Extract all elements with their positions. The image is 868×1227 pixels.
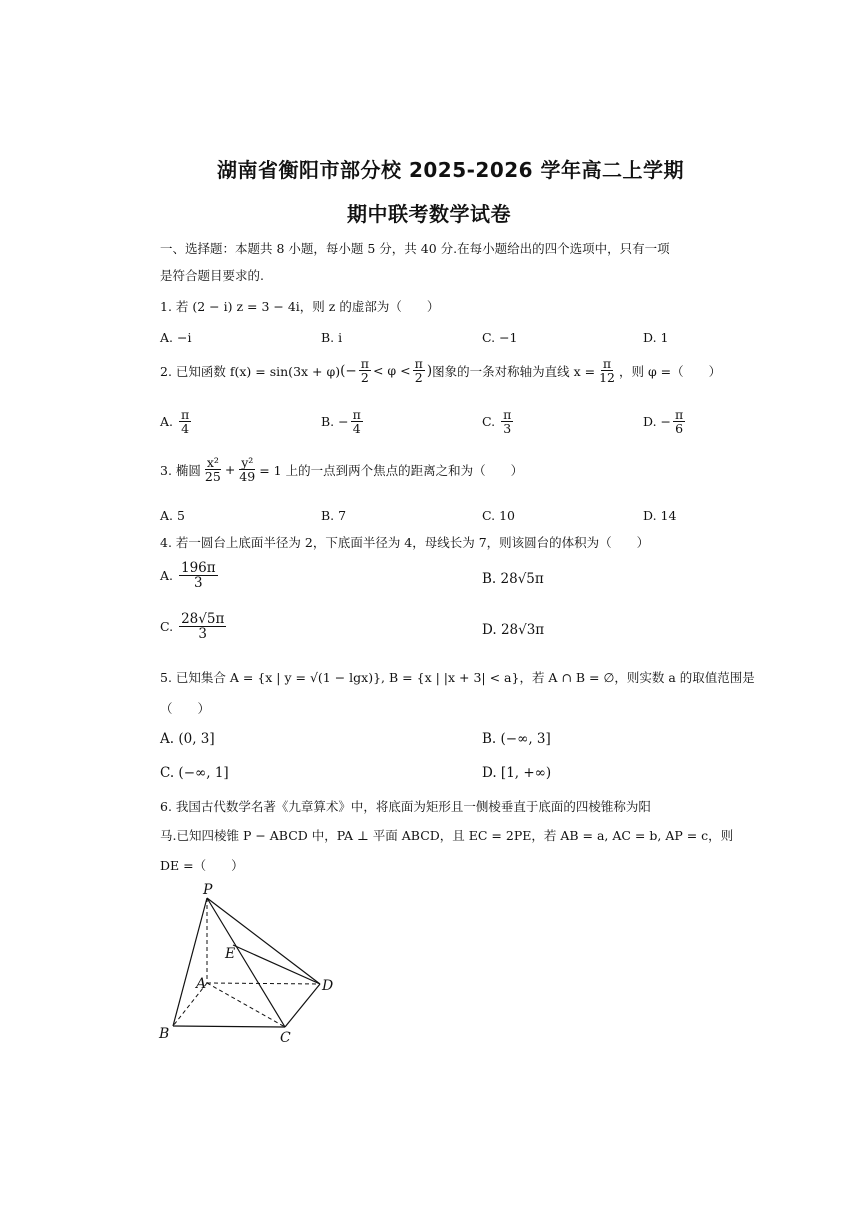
edge-PB bbox=[173, 898, 207, 1026]
q3-stem: 3. 椭圆 $\frac{\text{x²}}{25}$ + $\frac{\text{y²}}{49}$ = 1 上的一点到两个焦点的距离之和为（ ） bbox=[160, 455, 524, 485]
edge-AD bbox=[207, 983, 320, 984]
q2-frac-pi-2a: $\frac{\pi}{2}$ bbox=[360, 356, 369, 386]
label-P: P bbox=[203, 882, 213, 898]
q1-option-c: C. −1 bbox=[482, 330, 518, 345]
edge-BC bbox=[173, 1026, 285, 1027]
q5-option-d: D. [1, +∞) bbox=[482, 765, 552, 781]
q1-option-a: A. −i bbox=[160, 330, 192, 345]
q2-cond-right: ) bbox=[426, 362, 433, 379]
q6-line1: 6. 我国古代数学名著《九章算术》中，将底面为矩形且一侧棱垂直于底面的四棱锥称为阳 bbox=[160, 799, 651, 814]
title-line1: 湖南省衡阳市部分校 2025-2026 学年高二上学期 bbox=[217, 158, 685, 182]
q1-option-d: D. 1 bbox=[643, 330, 669, 345]
q4-option-c: C. $\frac{28√5\pi}{3}$ bbox=[160, 611, 225, 643]
q4-option-d: D. 28√3π bbox=[482, 622, 545, 638]
q2-frac-pi-2b: $\frac{\pi}{2}$ bbox=[414, 356, 423, 386]
q4-stem: 4. 若一圆台上底面半径为 2，下底面半径为 4，母线长为 7，则该圆台的体积为（ ） bbox=[160, 535, 650, 550]
q5-stem-cont: （ ） bbox=[160, 701, 211, 716]
q2-option-c: C. $\frac{\pi}{3}$ bbox=[482, 407, 512, 437]
q6-line3: DE =（ ） bbox=[160, 858, 244, 873]
q2-option-b: B. − $\frac{\pi}{4}$ bbox=[321, 407, 361, 437]
q2-stem bbox=[160, 357, 721, 384]
label-A: A bbox=[196, 976, 207, 992]
section-header-line1: 一、选择题：本题共 8 小题，每小题 5 分，共 40 分.在每小题给出的四个选项中，只有一项 bbox=[160, 241, 670, 256]
q2-option-a: A. $\frac{\pi}{4}$ bbox=[160, 407, 190, 437]
q3-option-d: D. 14 bbox=[643, 508, 677, 523]
q2-frac-pi-12: $\frac{\pi}{12}$ bbox=[599, 356, 615, 386]
label-B: B bbox=[159, 1026, 170, 1042]
q3-option-b: B. 7 bbox=[321, 508, 347, 523]
edge-AC bbox=[207, 983, 285, 1027]
q5-option-a: A. (0, 3] bbox=[160, 731, 215, 747]
edge-CD bbox=[285, 984, 320, 1027]
q3-frac-x: $\frac{\text{x²}}{25}$ bbox=[204, 455, 221, 485]
edge-PD bbox=[207, 898, 320, 984]
q1-stem: 1. 若 (2 − i) z = 3 − 4i，则 z 的虚部为（ ） bbox=[160, 299, 440, 314]
q4-option-a: A. $\frac{196\pi}{3}$ bbox=[160, 560, 216, 592]
label-D: D bbox=[322, 978, 334, 994]
q3-option-c: C. 10 bbox=[482, 508, 515, 523]
q2-stem-c: ，则 φ =（ ） bbox=[618, 363, 722, 379]
title-line2: 期中联考数学试卷 bbox=[347, 202, 511, 226]
q2-stem-a: 2. 已知函数 f(x) = sin(3x + φ) bbox=[160, 363, 341, 379]
q2-option-d: D. − $\frac{\pi}{6}$ bbox=[643, 407, 684, 437]
q2-cond-mid: < φ < bbox=[372, 363, 411, 379]
q3-frac-y: $\frac{\text{y²}}{49}$ bbox=[239, 455, 256, 485]
q3-option-a: A. 5 bbox=[160, 508, 185, 523]
label-C: C bbox=[280, 1030, 291, 1046]
pyramid-figure bbox=[150, 878, 350, 1048]
q2-cond-left: (− bbox=[340, 362, 357, 379]
q5-option-c: C. (−∞, 1] bbox=[160, 765, 229, 781]
q6-line2: 马.已知四棱锥 P − ABCD 中，PA ⊥ 平面 ABCD，且 EC = 2PE，若 AB = a, AC = b, AP = c，则 bbox=[160, 828, 734, 843]
q5-stem: 5. 已知集合 A = {x | y = √(1 − lgx)}, B = {x | |x + 3| < a}，若 A ∩ B = ∅，则实数 a 的取值范围是 bbox=[160, 670, 755, 685]
q1-option-b: B. i bbox=[321, 330, 343, 345]
q4-option-b: B. 28√5π bbox=[482, 571, 544, 587]
section-header-line2: 是符合题目要求的. bbox=[160, 268, 264, 283]
q5-option-b: B. (−∞, 3] bbox=[482, 731, 551, 747]
q2-stem-b: 图象的一条对称轴为直线 x = bbox=[432, 363, 596, 379]
label-E: E bbox=[225, 946, 236, 962]
